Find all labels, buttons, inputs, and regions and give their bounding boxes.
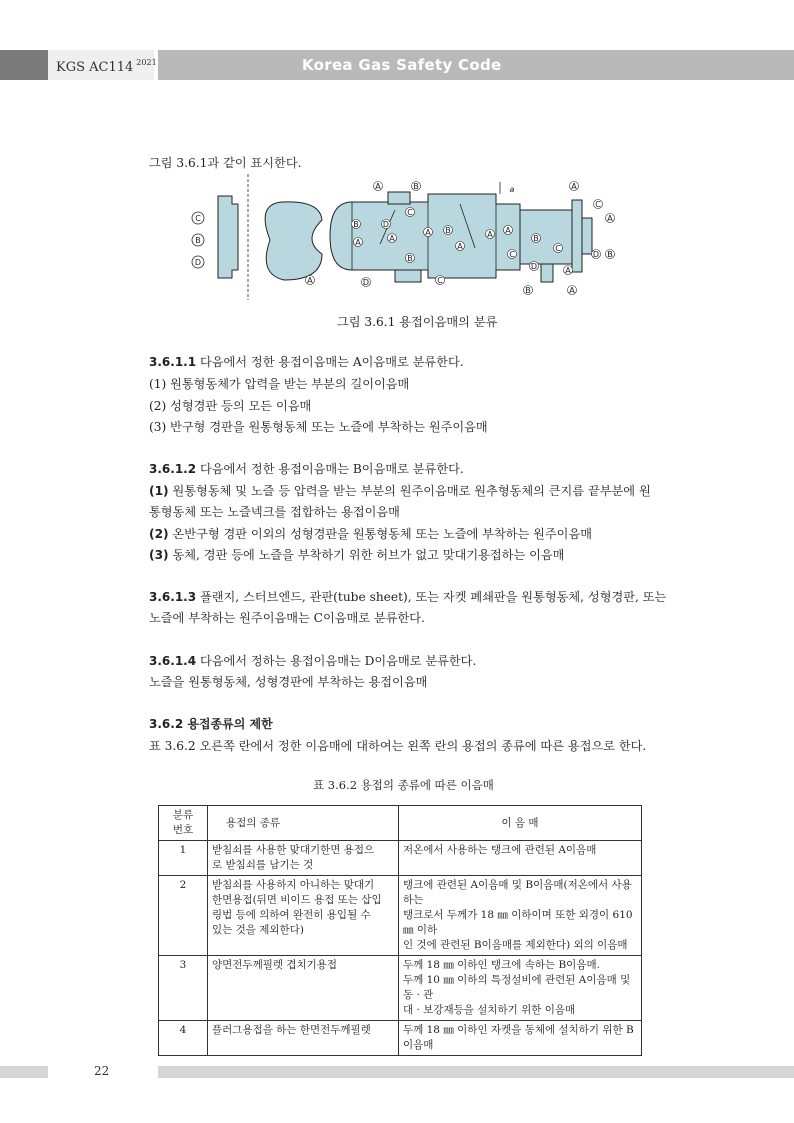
- code-year: 2021: [136, 58, 157, 67]
- header-cell: 분류 번호: [159, 806, 208, 841]
- figure-label: A: [307, 276, 313, 285]
- figure-label: C: [195, 214, 201, 223]
- item-number: (1): [149, 484, 169, 498]
- figure-label: B: [607, 250, 613, 259]
- figure-label: A: [505, 226, 511, 235]
- table-cell: 탱크에 관련된 A이음매 및 B이음매(저온에서 사용하는 탱크로서 두께가 18 ㎜ 이하이며 또한 외경이 610 ㎜ 이하 인 것에 관련된 B이음매를 제외한다) 외의 이음매: [399, 876, 642, 956]
- flange-shape: [218, 196, 238, 278]
- item-text: 온반구형 경판 이외의 성형경판을 원통형동체 또는 노즐에 부착하는 원주이음매: [172, 527, 593, 541]
- figure-label: C: [595, 200, 601, 209]
- figure-label: C: [555, 244, 561, 253]
- section-number: 3.6.1.4: [149, 654, 197, 668]
- section-number: 3.6.1.3: [149, 590, 197, 604]
- table-row: [159, 876, 642, 956]
- figure-label: D: [592, 250, 600, 259]
- table-cell: 받침쇠를 사용한 맞대기한면 용접으 로 받침쇠를 남기는 것: [208, 841, 399, 876]
- header-left-block: [0, 50, 48, 80]
- list-item: (1) 원통형동체가 압력을 받는 부분의 길이이음매: [149, 377, 410, 391]
- table-cell: 2: [159, 876, 208, 956]
- figure-label: D: [382, 220, 390, 229]
- list-item: [149, 482, 651, 499]
- figure-label: B: [533, 234, 539, 243]
- figure-label: C: [437, 276, 443, 285]
- right-flange-shape: [572, 200, 582, 272]
- figure-label: D: [530, 262, 538, 271]
- section-number: 3.6.1.2: [149, 462, 197, 476]
- section-text: 플랜지, 스터브엔드, 관판(tube sheet), 또는 자켓 폐쇄판을 원통형동체, 성형경판, 또는: [199, 590, 667, 604]
- bottom-small-nozzle-shape: [541, 264, 553, 282]
- table-cell: 받침쇠를 사용하지 아니하는 맞대기 한면용접(뒤면 비이드 용접 또는 삽입 링법 등에 의하여 완전히 용입될 수 있는 것을 제외한다): [208, 876, 399, 956]
- section-text: 표 3.6.2 오른쪽 란에서 정한 이음매에 대하여는 왼쪽 란의 용접의 종류에 따른 용접으로 한다.: [149, 739, 647, 753]
- section-3-6-1-1: [149, 353, 464, 370]
- list-item: (2) 성형경판 등의 모든 이음매: [149, 399, 312, 413]
- figure-label: A: [607, 214, 613, 223]
- table-cell: 양면전두께필렛 겹치기용접: [208, 956, 399, 1021]
- dimension-label: a: [509, 185, 515, 194]
- section-text: 다음에서 정하는 용접이음매는 D이음매로 분류한다.: [199, 654, 477, 668]
- figure-label: C: [407, 208, 413, 217]
- section-text-continued: 노즐을 원통형동체, 성형경판에 부착하는 용접이음매: [149, 675, 428, 689]
- page-number: 22: [94, 1064, 110, 1078]
- table-cell: 플러그용접을 하는 한면전두께필렛: [208, 1021, 399, 1056]
- figure-label: A: [389, 234, 395, 243]
- footer-left-block: [0, 1066, 48, 1078]
- figure-caption: 그림 3.6.1 용접이음매의 분류: [337, 315, 498, 329]
- header-title: Korea Gas Safety Code: [302, 56, 502, 74]
- section-3-6-1-4: [149, 652, 476, 669]
- figure-label: A: [425, 228, 431, 237]
- figure-label: A: [565, 266, 571, 275]
- table-row: [159, 1021, 642, 1056]
- figure-label: B: [445, 226, 451, 235]
- figure-label: A: [487, 230, 493, 239]
- section-3-6-1-2: [149, 460, 464, 477]
- list-item: [149, 546, 564, 563]
- code-text: KGS AC114: [56, 60, 134, 75]
- figure-label: A: [355, 238, 361, 247]
- table-cell: 3: [159, 956, 208, 1021]
- figure-label: C: [509, 250, 515, 259]
- footer-bar: [158, 1066, 794, 1078]
- figure-label: A: [569, 286, 575, 295]
- figure-label: A: [571, 182, 577, 191]
- table-cell: 1: [159, 841, 208, 876]
- nozzle-body-shape: [520, 210, 572, 264]
- section-text: 다음에서 정한 용접이음매는 B이음매로 분류한다.: [199, 462, 464, 476]
- figure-label: A: [457, 242, 463, 251]
- figure-label: D: [362, 278, 370, 287]
- figure-label: A: [375, 182, 381, 191]
- table-cell: 저온에서 사용하는 탱크에 관련된 A이음매: [399, 841, 642, 876]
- list-item: [149, 525, 592, 542]
- section-number: 3.6.1.1: [149, 355, 197, 369]
- figure-label: B: [407, 254, 413, 263]
- document-code: [56, 58, 157, 75]
- header-cell: 이 음 매: [399, 806, 642, 841]
- table-header-row: [159, 806, 642, 841]
- section-heading-3-6-2: 3.6.2 용접종류의 제한: [149, 717, 273, 731]
- table-cell: 두께 18 ㎜ 이하인 자켓을 동체에 설치하기 위한 B이음매: [399, 1021, 642, 1056]
- item-text: 동체, 경판 등에 노즐을 부착하기 위한 허브가 없고 맞대기용접하는 이음매: [172, 548, 565, 562]
- item-number: (3): [149, 548, 169, 562]
- section-text-continued: 노즐에 부착하는 원주이음매는 C이음매로 분류한다.: [149, 611, 425, 625]
- right-cap-shape: [582, 218, 592, 254]
- figure-label: D: [194, 258, 202, 267]
- table-cell: 4: [159, 1021, 208, 1056]
- section-text: 다음에서 정한 용접이음매는 A이음매로 분류한다.: [199, 355, 464, 369]
- weld-type-table: [158, 805, 642, 1056]
- item-number: (2): [149, 527, 169, 541]
- figure-label: B: [195, 236, 201, 245]
- detached-head-shape: [265, 202, 322, 280]
- figure-label: B: [525, 286, 531, 295]
- intro-text: 그림 3.6.1과 같이 표시한다.: [149, 156, 302, 170]
- figure-label: B: [413, 182, 419, 191]
- item-text: 원통형동체 및 노즐 등 압력을 받는 부분의 원주이음매로 원추형동체의 큰지름 끝부분에 원: [172, 484, 651, 498]
- list-item-continued: 통형동체 또는 노즐넥크를 접합하는 용접이음매: [149, 505, 400, 519]
- table-caption: 표 3.6.2 용접의 종류에 따른 이음매: [313, 778, 494, 792]
- header-cell: 용접의 종류: [208, 806, 399, 841]
- bottom-nozzle-shape: [395, 270, 421, 282]
- table-row: [159, 841, 642, 876]
- table-cell: 두께 18 ㎜ 이하인 탱크에 속하는 B이음매. 두께 10 ㎜ 이하의 특정설비에 관련된 A이음매 및 동 · 관 대 · 보강재등을 설치하기 위한 이음매: [399, 956, 642, 1021]
- weld-joint-figure: [190, 174, 630, 304]
- figure-label: B: [353, 220, 359, 229]
- table-row: [159, 956, 642, 1021]
- top-nozzle-shape: [388, 192, 410, 204]
- list-item: (3) 반구형 경판을 원통형동체 또는 노즐에 부착하는 원주이음매: [149, 420, 488, 434]
- section-3-6-1-3: [149, 588, 666, 605]
